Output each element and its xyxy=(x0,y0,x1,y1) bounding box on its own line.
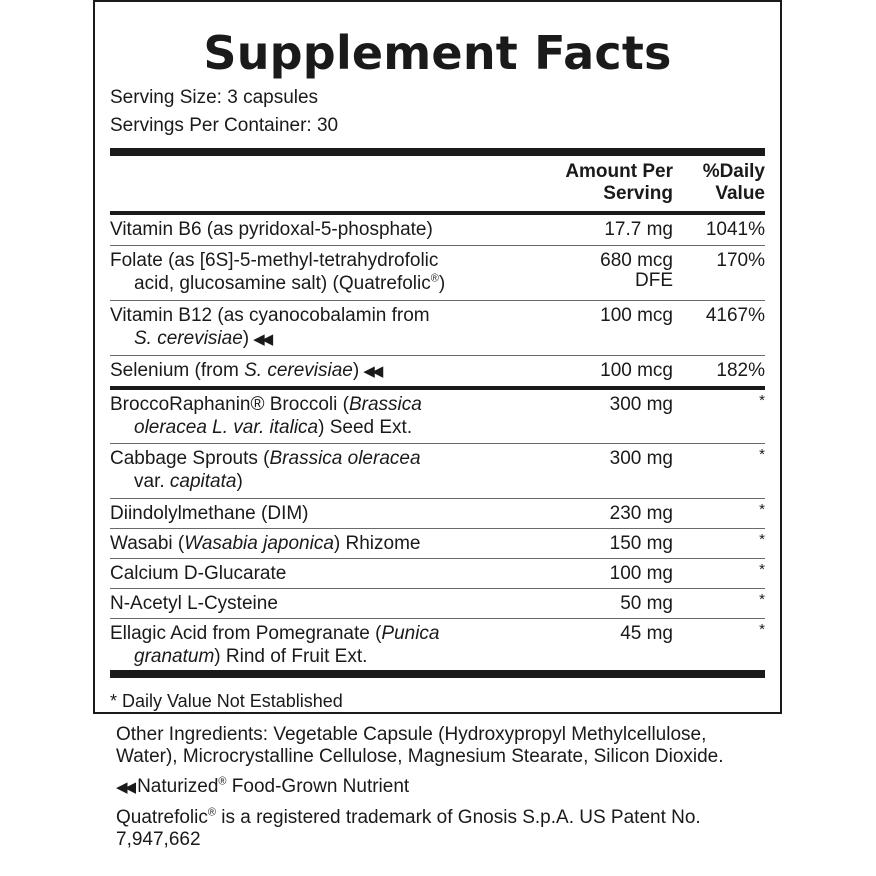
thick-divider xyxy=(110,148,765,156)
ingredient-name: Cabbage Sprouts (Brassica oleracea var. capitata) xyxy=(110,448,421,492)
table-row xyxy=(110,589,765,618)
amount-unit: DFE xyxy=(635,270,673,291)
amount-header: Amount Per Serving xyxy=(565,161,673,204)
daily-value-header: %Daily Value xyxy=(702,161,765,204)
ingredient-name: Calcium D-Glucarate xyxy=(110,563,287,584)
servings-per-container: Servings Per Container: 30 xyxy=(110,115,339,136)
thick-divider xyxy=(110,670,765,678)
double-left-arrow-icon: ◀◀ xyxy=(116,779,134,796)
naturized-note: ◀◀ Naturized® Food-Grown Nutrient xyxy=(116,775,410,797)
table-row xyxy=(110,215,765,245)
table-row xyxy=(110,499,765,528)
serving-size: Serving Size: 3 capsules xyxy=(110,87,319,108)
label-notes xyxy=(116,720,756,859)
ingredient-name: N-Acetyl L-Cysteine xyxy=(110,593,278,614)
ingredient-dv: 170% xyxy=(716,250,765,271)
ingredient-dv: * xyxy=(759,591,765,608)
trademark-note: Quatrefolic® is a registered trademark of Gnosis S.p.A. US Patent No. 7,947,662 xyxy=(116,806,701,850)
table-row xyxy=(110,356,765,386)
ingredient-amount: 100 mg xyxy=(609,563,673,584)
ingredient-name: Vitamin B12 (as cyanocobalamin from S. cerevisiae) ◀◀ xyxy=(110,305,430,349)
daily-value-footnote: * Daily Value Not Established xyxy=(110,691,343,711)
ingredient-amount: 300 mg xyxy=(609,448,673,469)
ingredient-dv: * xyxy=(759,621,765,638)
panel-title: Supplement Facts xyxy=(203,26,672,80)
double-left-arrow-icon: ◀◀ xyxy=(253,331,271,348)
ingredient-dv: * xyxy=(759,446,765,463)
ingredient-dv: 1041% xyxy=(705,219,765,240)
table-row xyxy=(110,246,765,300)
ingredient-amount: 100 mcg xyxy=(600,305,673,326)
ingredient-amount: 45 mg xyxy=(620,623,673,644)
ingredient-dv: * xyxy=(759,501,765,518)
ingredient-name: Wasabi (Wasabia japonica) Rhizome xyxy=(110,533,421,554)
ingredient-amount: 300 mg xyxy=(609,394,673,415)
ingredient-amount: 100 mcg xyxy=(600,360,673,381)
ingredient-name: BroccoRaphanin® Broccoli (Brassica oleracea L. var. italica) Seed Ext. xyxy=(110,394,422,438)
ingredient-amount: 680 mcg DFE xyxy=(523,246,673,300)
ingredient-dv: 182% xyxy=(716,360,765,381)
table-row xyxy=(110,390,765,443)
ingredient-amount: 150 mg xyxy=(609,533,673,554)
column-header xyxy=(110,156,765,211)
table-row xyxy=(110,619,765,670)
ingredient-name: Diindolylmethane (DIM) xyxy=(110,503,309,524)
ingredient-amount: 17.7 mg xyxy=(604,219,673,240)
table-row xyxy=(110,529,765,558)
table-row xyxy=(110,559,765,588)
other-ingredients: Other Ingredients: Vegetable Capsule (Hydroxypropyl Methylcellulose, Water), Microcrystalline Cellulose, Magnesium Stearate, Silicon Dioxide. xyxy=(116,724,724,767)
ingredient-name: Folate (as [6S]-5-methyl-tetrahydrofolic acid, glucosamine salt) (Quatrefolic®) xyxy=(110,250,446,294)
table-row xyxy=(110,301,765,355)
ingredient-amount: 230 mg xyxy=(609,503,673,524)
table-row xyxy=(110,444,765,498)
ingredient-name: Selenium (from S. cerevisiae) ◀◀ xyxy=(110,360,381,381)
ingredient-name: Ellagic Acid from Pomegranate (Punica granatum) Rind of Fruit Ext. xyxy=(110,623,440,667)
ingredient-dv: * xyxy=(759,561,765,578)
ingredient-dv: 4167% xyxy=(705,305,765,326)
ingredient-amount: 50 mg xyxy=(620,593,673,614)
supplement-facts-panel xyxy=(93,0,782,714)
double-left-arrow-icon: ◀◀ xyxy=(363,363,381,380)
ingredient-dv: * xyxy=(759,392,765,409)
ingredient-dv: * xyxy=(759,531,765,548)
ingredient-name: Vitamin B6 (as pyridoxal-5-phosphate) xyxy=(110,219,433,240)
